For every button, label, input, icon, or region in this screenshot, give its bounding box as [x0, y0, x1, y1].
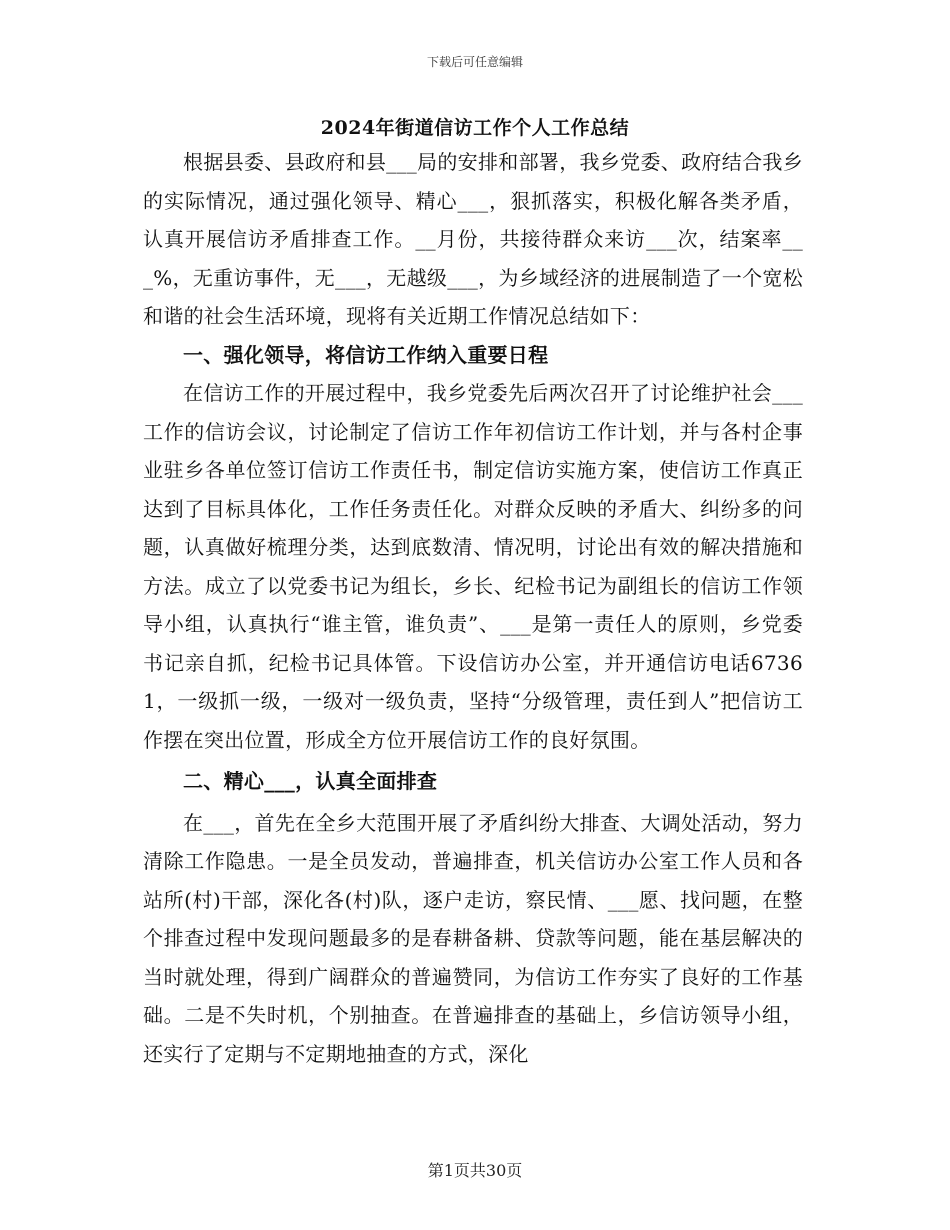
document-title: 2024年街道信访工作个人工作总结 — [320, 117, 630, 139]
header-note: 下载后可任意编辑 — [426, 55, 523, 69]
section-2-heading: 二、精心___，认真全面排查 — [183, 769, 438, 793]
section-1-heading: 一、强化领导，将信访工作纳入重要日程 — [183, 342, 549, 367]
intro-paragraph: 根据县委、县政府和县___局的安排和部署，我乡党委、政府结合我乡的实际情况，通过强化领导、精心___，狠抓落实，积极化解各类矛盾，认真开展信访矛盾排查工作。__月份，共接待群众来访___次，结案率___%，无重访事件，无___，无越级___，为乡域经济的进展制造了一个宽松和谐的社会生活环境，现将有关近期工作情况总结如下： — [143, 150, 803, 328]
section-2-paragraph: 在___，首先在全乡大范围开展了矛盾纠纷大排查、大调处活动，努力清除工作隐患。一是全员发动，普遍排查，机关信访办公室工作人员和各站所(村)干部，深化各(村)队，逐户走访，察民情、___愿、找问题，在整个排查过程中发现问题最多的是春耕备耕、贷款等问题，能在基层解决的当时就处理，得到广阔群众的普遍赞同，为信访工作夯实了良好的工作基础。二是不失时机，个别抽查。在普遍排查的基础上，乡信访领导小组，还实行了定期与不定期地抽查的方式，深化 — [143, 810, 803, 1066]
page-number: 第1页共30页 — [427, 1161, 523, 1180]
document-body — [143, 143, 803, 1073]
section-1-paragraph: 在信访工作的开展过程中，我乡党委先后两次召开了讨论维护社会___工作的信访会议，讨论制定了信访工作年初信访工作计划，并与各村企事业驻乡各单位签订信访工作责任书，制定信访实施方案，使信访工作真正达到了目标具体化，工作任务责任化。对群众反映的矛盾大、纠纷多的问题，认真做好梳理分类，达到底数清、情况明，讨论出有效的解决措施和方法。成立了以党委书记为组长，乡长、纪检书记为副组长的信访工作领导小组，认真执行“谁主管，谁负责”、___是第一责任人的原则，乡党委书记亲自抓，纪检书记具体管。下设信访办公室，并开通信访电话67361，一级抓一级，一级对一级负责，坚持“分级管理，责任到人”把信访工作摆在突出位置，形成全方位开展信访工作的良好氛围。 — [143, 381, 803, 752]
